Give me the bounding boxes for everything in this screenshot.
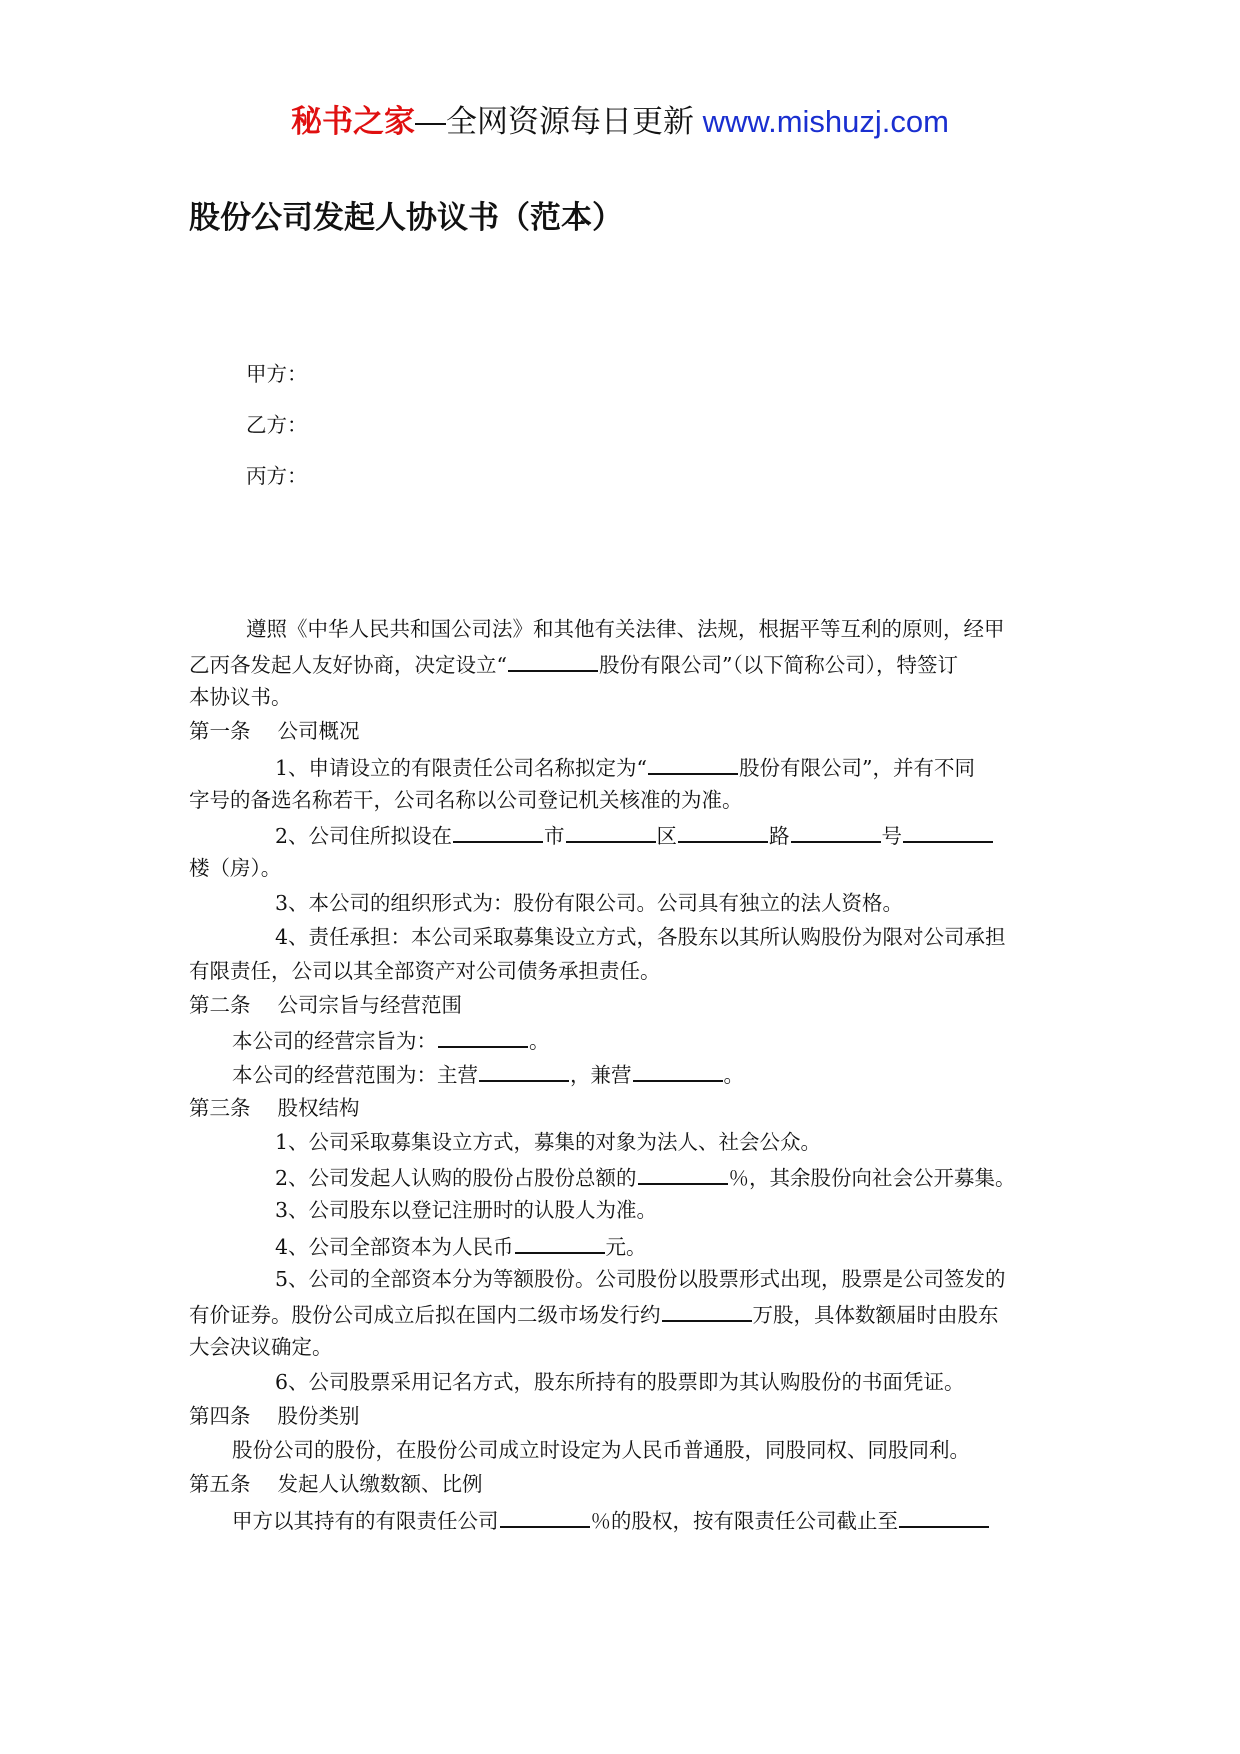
art1-item-4-line-1: 4、责任承担：本公司采取募集设立方式，各股东以其所认购股份为限对公司承担 — [275, 925, 1006, 949]
preamble-line-2: 乙丙各发起人友好协商，决定设立“ 股份有限公司”（以下简称公司），特签订 — [189, 648, 958, 680]
founder-share-percent-blank[interactable] — [638, 1161, 728, 1185]
article-2-heading: 第二条 公司宗旨与经营范围 — [189, 993, 463, 1017]
art2-purpose-line: 本公司的经营宗旨为： 。 — [232, 1024, 550, 1056]
party-a-label: 甲方： — [246, 362, 308, 386]
brand-name: 秘书之家 — [291, 104, 416, 139]
company-name-blank[interactable] — [508, 648, 598, 672]
cutoff-date-blank[interactable] — [899, 1504, 989, 1528]
article-4-heading: 第四条 股份类别 — [189, 1404, 360, 1428]
preamble-line-3: 本协议书。 — [189, 685, 292, 709]
city-blank[interactable] — [453, 819, 543, 843]
header-tagline: —全网资源每日更新 — [415, 104, 695, 139]
document-title: 股份公司发起人协议书（范本） — [189, 200, 623, 236]
art1-item-3: 3、本公司的组织形式为：股份有限公司。公司具有独立的法人资格。 — [275, 891, 904, 915]
side-business-blank[interactable] — [633, 1058, 723, 1082]
art3-item-4: 4、公司全部资本为人民币 元。 — [275, 1230, 647, 1262]
total-capital-blank[interactable] — [515, 1230, 605, 1254]
art3-item-5-line-2: 有价证券。股份公司成立后拟在国内二级市场发行约 万股，具体数额届时由股东 — [189, 1298, 999, 1330]
district-blank[interactable] — [566, 819, 656, 843]
art3-item-2: 2、公司发起人认购的股份占股份总额的 ％，其余股份向社会公开募集。 — [275, 1161, 1016, 1193]
article-3-heading: 第三条 股权结构 — [189, 1096, 360, 1120]
art2-scope-line: 本公司的经营范围为：主营 ，兼营 。 — [232, 1058, 744, 1090]
art3-item-5-line-3: 大会决议确定。 — [189, 1335, 333, 1359]
site-header — [0, 100, 1240, 144]
road-blank[interactable] — [678, 819, 768, 843]
art3-item-3: 3、公司股东以登记注册时的认股人为准。 — [275, 1198, 658, 1222]
article-5-heading: 第五条 发起人认缴数额、比例 — [189, 1472, 483, 1496]
number-blank[interactable] — [791, 819, 881, 843]
main-business-blank[interactable] — [479, 1058, 569, 1082]
purpose-blank[interactable] — [438, 1024, 528, 1048]
art4-paragraph: 股份公司的股份，在股份公司成立时设定为人民币普通股，同股同权、同股同利。 — [232, 1438, 970, 1462]
share-issue-amount-blank[interactable] — [662, 1298, 752, 1322]
art3-item-5-line-1: 5、公司的全部资本分为等额股份。公司股份以股票形式出现，股票是公司签发的 — [275, 1267, 1006, 1291]
proposed-name-blank[interactable] — [648, 751, 738, 775]
art1-item-2-line-1: 2、公司住所拟设在 市 区 路 号 — [275, 819, 994, 851]
art1-item-1-line-2: 字号的备选名称若干，公司名称以公司登记机关核准的为准。 — [189, 788, 743, 812]
art3-item-6: 6、公司股票采用记名方式，股东所持有的股票即为其认购股份的书面凭证。 — [275, 1370, 965, 1394]
preamble-line-1: 遵照《中华人民共和国公司法》和其他有关法律、法规，根据平等互利的原则，经甲 — [246, 617, 1005, 641]
art1-item-2-line-2: 楼（房）。 — [189, 856, 282, 880]
art1-item-4-line-2: 有限责任，公司以其全部资产对公司债务承担责任。 — [189, 959, 661, 983]
party-c-label: 丙方： — [246, 464, 308, 488]
art3-item-1: 1、公司采取募集设立方式，募集的对象为法人、社会公众。 — [275, 1130, 822, 1154]
site-url-link[interactable]: www.mishuzj.com — [702, 104, 949, 139]
art5-paragraph-line-1: 甲方以其持有的有限责任公司 ％的股权，按有限责任公司截止至 — [232, 1504, 990, 1536]
art1-item-1-line-1: 1、申请设立的有限责任公司名称拟定为“ 股份有限公司”，并有不同 — [275, 751, 975, 783]
equity-percent-blank[interactable] — [500, 1504, 590, 1528]
building-blank[interactable] — [903, 819, 993, 843]
article-1-heading: 第一条 公司概况 — [189, 719, 360, 743]
party-b-label: 乙方： — [246, 413, 308, 437]
